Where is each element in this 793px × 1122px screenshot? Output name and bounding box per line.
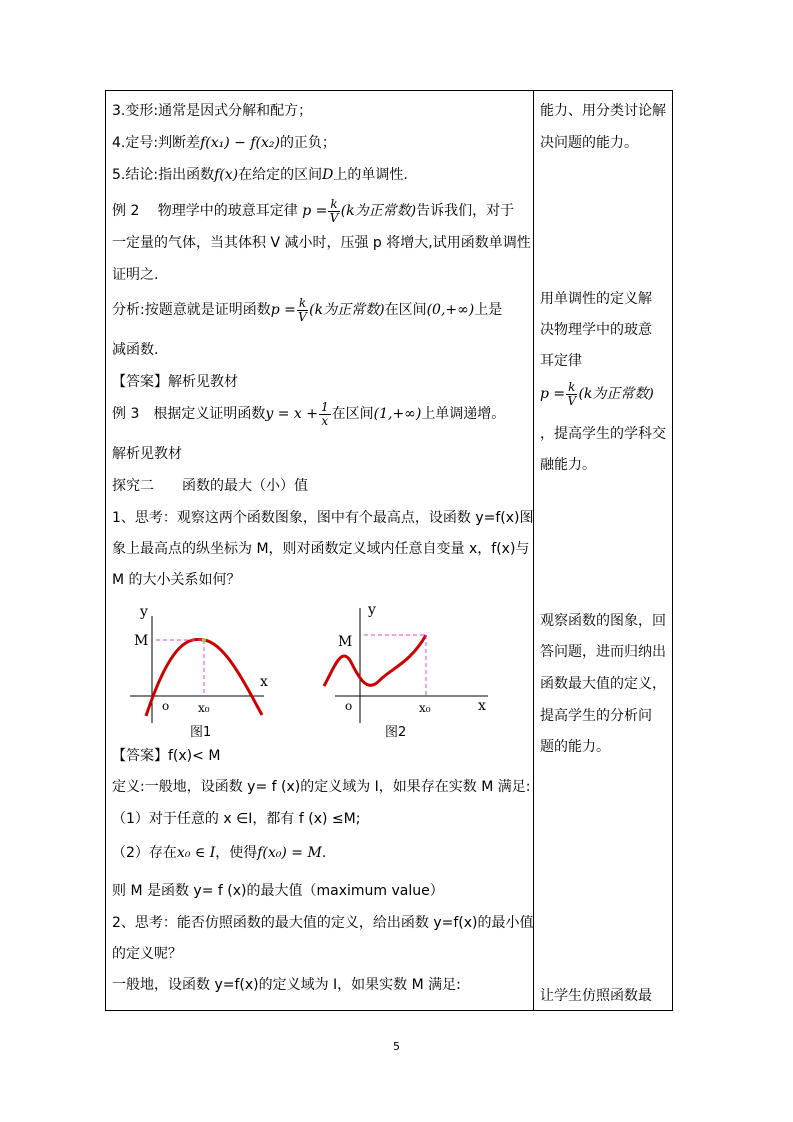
step4: 4.定号:判断差f(x₁) − f(x₂)的正负； — [112, 135, 336, 151]
right-line-5: 耳定律 — [540, 353, 582, 369]
think1-line3: M 的大小关系如何？ — [112, 572, 241, 588]
figure-2-graph — [310, 598, 495, 743]
caption: 图1 — [190, 725, 212, 740]
column-divider — [533, 90, 534, 1011]
think1-line1: 1、思考：观察这两个函数图象，图中有个最高点，设函数 y=f(x)图 — [112, 510, 534, 526]
step3: 3.变形:通常是因式分解和配方； — [112, 103, 313, 119]
origin-label: o — [162, 699, 170, 713]
M-label: M — [338, 634, 353, 650]
figure-1-graph — [112, 598, 282, 743]
example3-answer: 解析见教材 — [112, 446, 182, 462]
think2-line2: 的定义呢？ — [112, 946, 182, 962]
definition-line1: 定义:一般地，设函数 y= f (x)的定义域为 I，如果存在实数 M 满足: — [112, 779, 531, 795]
right-line-2: 决问题的能力。 — [540, 135, 638, 151]
analysis-line2: 减函数. — [112, 342, 159, 358]
think1-line2: 象上最高点的纵坐标为 M，则对函数定义域内任意自变量 x，f(x)与 — [112, 541, 530, 557]
right-line-10: 答问题，进而归纳出 — [540, 644, 666, 660]
right-line-1: 能力、用分类讨论解 — [540, 103, 666, 119]
caption: 图2 — [385, 725, 407, 740]
fraction-k-over-V: $\frac{k}{V}$ — [329, 196, 339, 225]
right-line-12: 提高学生的分析问 — [540, 708, 652, 724]
y-label: y — [368, 602, 376, 618]
example3: 例 3 根据定义证明函数y = x + $\frac{1}{x}$ 在区间(1,+∞)上单调递增。 — [112, 399, 506, 428]
example2-line2: 一定量的气体，当其体积 V 减小时，压强 p 将增大,试用函数单调性 — [112, 235, 531, 251]
max-point — [202, 638, 206, 642]
right-line-7: ，提高学生的学科交 — [540, 426, 666, 442]
answer-1: 【答案】解析见教材 — [112, 374, 238, 390]
definition-condition-1: （1）对于任意的 x ∈I，都有 f (x) ≤M; — [112, 811, 361, 827]
right-line-13: 题的能力。 — [540, 739, 610, 755]
right-line-9: 观察函数的图象，回 — [540, 613, 666, 629]
definition-conclusion: 则 M 是函数 y= f (x)的最大值（maximum value） — [112, 883, 444, 899]
x-label: x — [260, 674, 268, 690]
x-label: x — [478, 698, 486, 714]
definition-condition-2: （2）存在x₀ ∈ I，使得f(x₀) = M. — [112, 845, 327, 861]
analysis-line1: 分析:按题意就是证明函数p = $\frac{k}{V}$ (k为正常数)在区间(0,+∞)上是 — [112, 295, 503, 324]
right-line-3: 用单调性的定义解 — [540, 291, 652, 307]
origin-label: o — [345, 699, 353, 713]
fraction-1-over-x: $\frac{1}{x}$ — [320, 399, 329, 428]
example2-line3: 证明之. — [112, 267, 159, 283]
right-line-11: 函数最大值的定义， — [540, 676, 666, 692]
right-line-14: 让学生仿照函数最 — [540, 988, 652, 1004]
fraction-k-over-V: $\frac{k}{V}$ — [298, 295, 307, 324]
y-label: y — [140, 604, 148, 620]
M-label: M — [134, 633, 149, 649]
step5: 5.结论:指出函数f(x)在给定的区间D上的单调性. — [112, 167, 408, 183]
x0-label: x₀ — [419, 701, 431, 715]
right-line-6-formula: p = $\frac{k}{V}$ (k为正常数) — [540, 379, 654, 408]
example2-line1: 例 2 物理学中的玻意耳定律 p = $\frac{k}{V}$ (k为正常数)告诉我们，对于 — [112, 196, 515, 225]
right-line-8: 融能力。 — [540, 457, 596, 473]
answer-2: 【答案】f(x)< M — [112, 748, 221, 764]
explore-2-heading: 探究二 函数的最大（小）值 — [112, 478, 308, 494]
think2-line1: 2、思考：能否仿照函数的最大值的定义，给出函数 y=f(x)的最小值 — [112, 915, 534, 931]
fraction-k-over-V: $\frac{k}{V}$ — [567, 379, 577, 408]
x0-label: x₀ — [198, 701, 210, 715]
last-line: 一般地，设函数 y=f(x)的定义域为 I，如果实数 M 满足: — [112, 977, 461, 993]
right-line-4: 决物理学中的玻意 — [540, 322, 652, 338]
page-number: 5 — [393, 1040, 400, 1053]
